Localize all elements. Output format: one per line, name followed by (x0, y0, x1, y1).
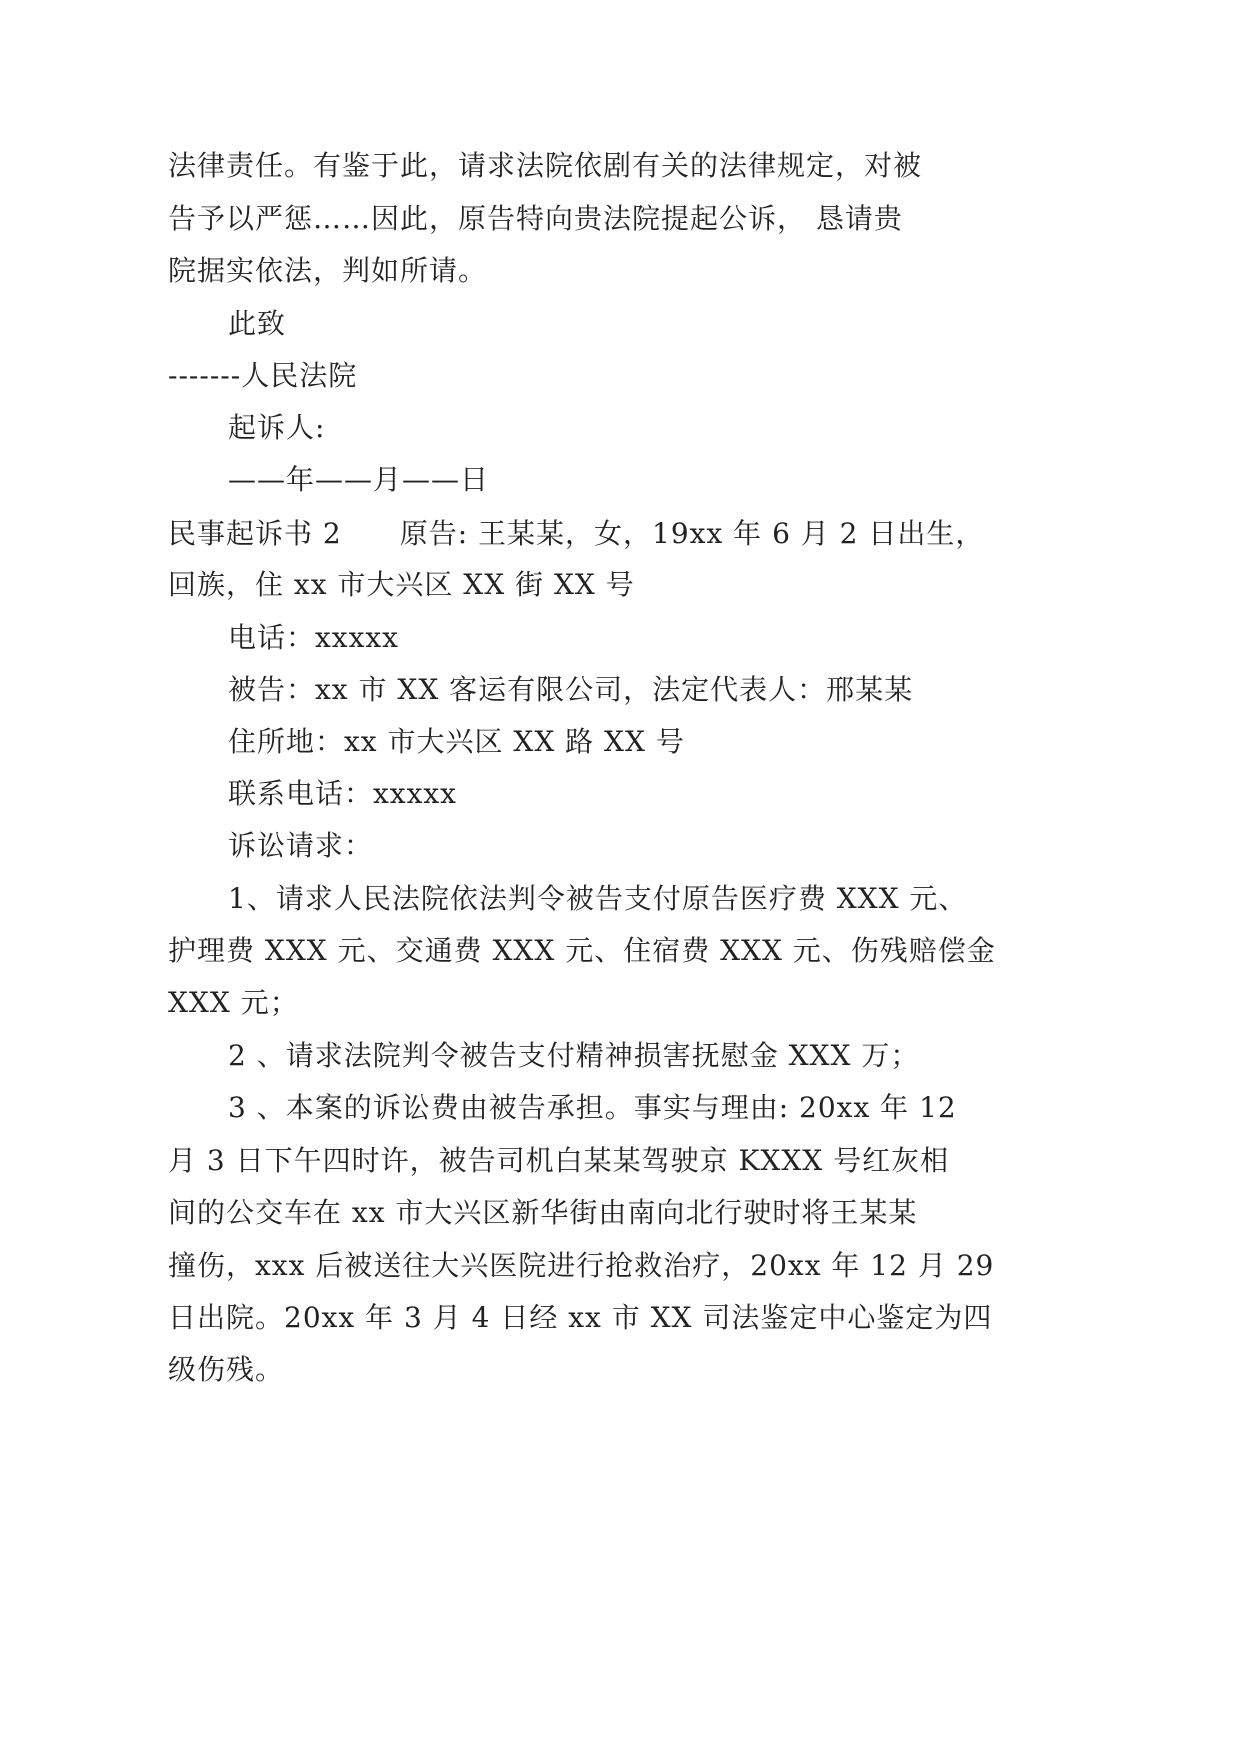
claim-item: 2 、请求法院判令被告支付精神损害抚慰金 XXX 万； (228, 1039, 920, 1072)
paragraph-line: 撞伤，xxx 后被送往大兴医院进行抢救治疗，20xx 年 12 月 29 (168, 1249, 995, 1282)
paragraph-line: 间的公交车在 xx 市大兴区新华街由南向北行驶时将王某某 (168, 1196, 918, 1229)
claims-heading: 诉讼请求： (228, 829, 374, 862)
paragraph-line: 月 3 日下午四时许，被告司机白某某驾驶京 KXXX 号红灰相 (168, 1144, 950, 1177)
section-heading: 民事起诉书 2 原告: 王某某，女，19xx 年 6 月 2 日出生， (168, 517, 985, 550)
address-line: 住所地：xx 市大兴区 XX 路 XX 号 (228, 725, 685, 758)
court-name: -------人民法院 (168, 359, 358, 392)
paragraph-line: 告予以严惩……因此，原告特向贵法院提起公诉， 恳请贵 (168, 202, 903, 235)
paragraph-line: 日出院。20xx 年 3 月 4 日经 xx 市 XX 司法鉴定中心鉴定为四 (168, 1301, 993, 1334)
phone-line: 电话：xxxxx (228, 621, 399, 654)
paragraph-line: 院据实依法，判如所请。 (168, 254, 488, 287)
defendant-line: 被告：xx 市 XX 客运有限公司，法定代表人：邢某某 (228, 673, 914, 706)
paragraph-line: 级伤残。 (168, 1353, 285, 1386)
plaintiff-signature-label: 起诉人: (228, 411, 326, 444)
paragraph-line: 法律责任。有鉴于此，请求法院依剧有关的法律规定，对被 (168, 149, 923, 182)
claim-item: 3 、本案的诉讼费由被告承担。事实与理由: 20xx 年 12 (228, 1091, 957, 1124)
paragraph-line: 护理费 XXX 元、交通费 XXX 元、住宿费 XXX 元、伤残赔偿金 (168, 934, 996, 967)
contact-phone-line: 联系电话：xxxxx (228, 777, 457, 810)
claim-item: 1、请求人民法院依法判令被告支付原告医疗费 XXX 元、 (228, 882, 968, 915)
salutation: 此致 (228, 307, 287, 340)
date-line: ——年——月——日 (228, 463, 490, 496)
paragraph-line: 回族，住 xx 市大兴区 XX 街 XX 号 (168, 568, 635, 601)
paragraph-line: XXX 元； (168, 986, 299, 1019)
